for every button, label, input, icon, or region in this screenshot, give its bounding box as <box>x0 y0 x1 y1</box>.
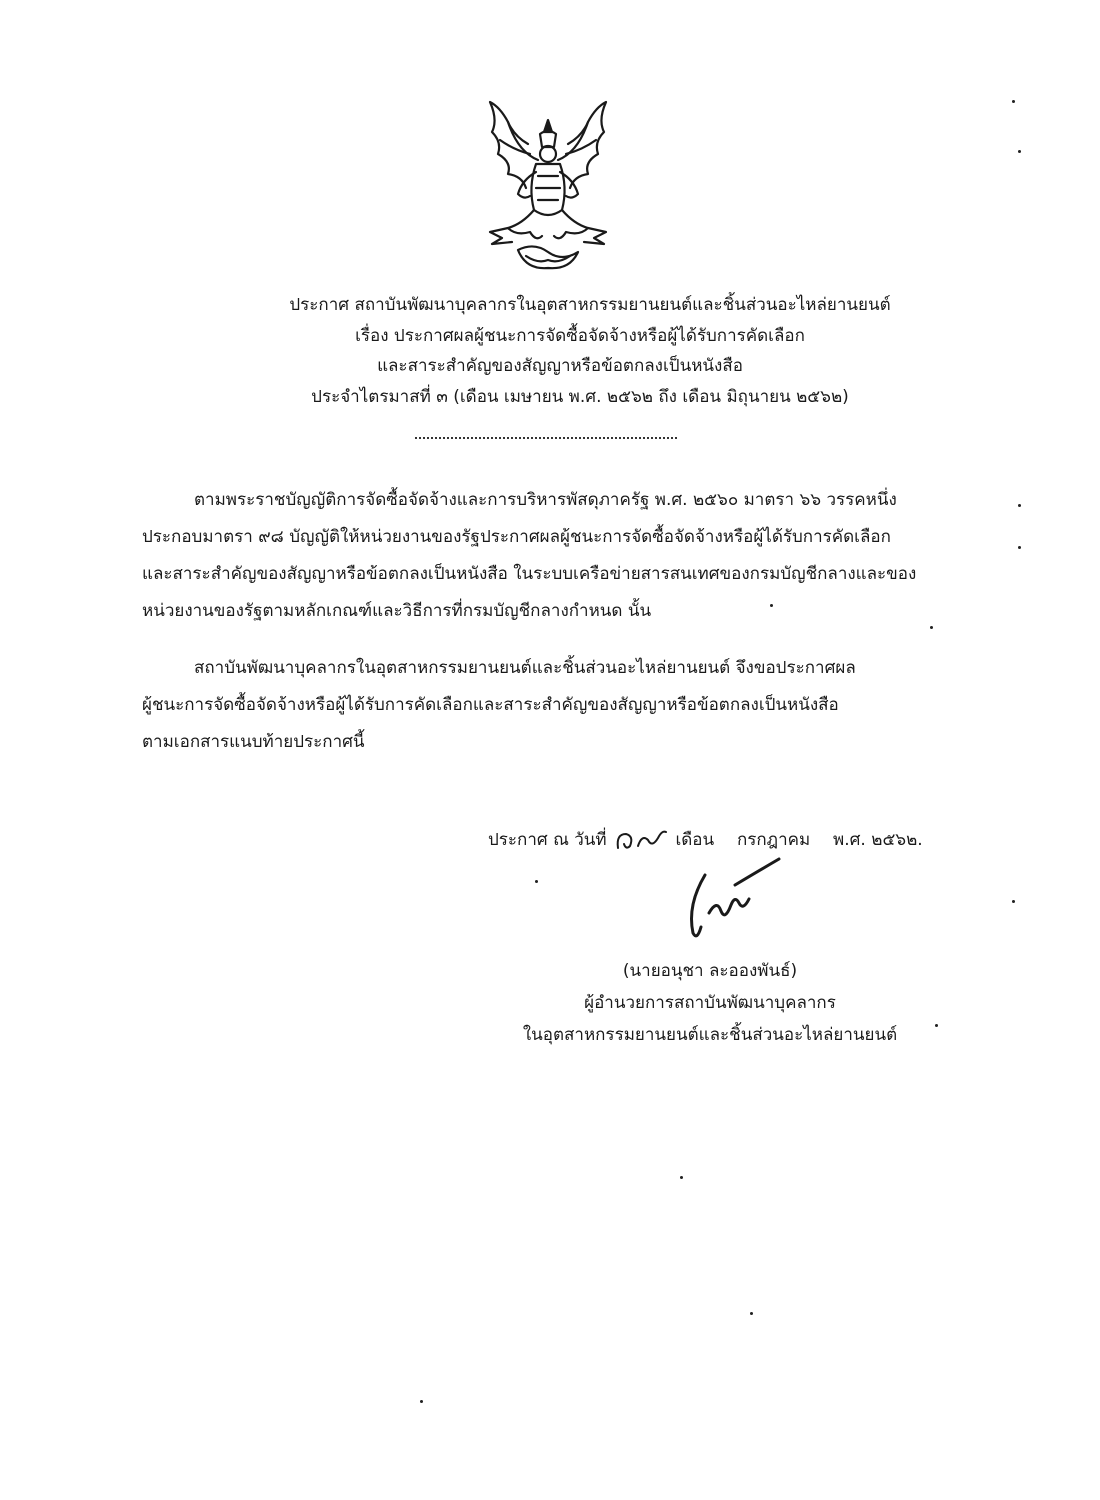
scan-speck <box>770 604 773 607</box>
paragraph-line: และสาระสำคัญของสัญญาหรือข้อตกลงเป็นหนังสือ ในระบบเครือข่ายสารสนเทศของกรมบัญชีกลางและของ <box>142 564 917 584</box>
scan-speck <box>1018 546 1021 549</box>
paragraph-line: ตามเอกสารแนบท้ายประกาศนี้ <box>142 732 365 752</box>
body-paragraph-1 <box>142 482 984 630</box>
header-period: ประจำไตรมาสที่ ๓ (เดือน เมษายน พ.ศ. ๒๕๖๒ ถึง เดือน มิถุนายน ๒๕๖๒) <box>311 386 849 407</box>
scan-speck <box>1018 150 1021 153</box>
signer-name: (นายอนุชา ละอองพันธ์) <box>622 961 798 981</box>
scan-speck <box>1012 100 1015 103</box>
scan-speck <box>930 626 933 629</box>
signer-title: ผู้อำนวยการสถาบันพัฒนาบุคลากร <box>584 993 836 1013</box>
scan-speck <box>680 1176 683 1179</box>
body-paragraph-2 <box>142 650 984 761</box>
date-month: กรกฎาคม <box>736 830 811 850</box>
signer-block <box>480 955 940 1051</box>
handwritten-day-icon <box>612 826 670 854</box>
paragraph-line: ผู้ชนะการจัดซื้อจัดจ้างหรือผู้ได้รับการคัดเลือกและสาระสำคัญของสัญญาหรือข้อตกลงเป็นหนังสือ <box>142 695 839 715</box>
header-subject-continued: และสาระสำคัญของสัญญาหรือข้อตกลงเป็นหนังสือ <box>377 356 743 376</box>
announcement-header <box>120 290 980 412</box>
header-title: ประกาศ สถาบันพัฒนาบุคลากรในอุตสาหกรรมยานยนต์และชิ้นส่วนอะไหล่ยานยนต์ <box>289 295 891 315</box>
paragraph-line: สถาบันพัฒนาบุคลากรในอุตสาหกรรมยานยนต์และชิ้นส่วนอะไหล่ยานยนต์ จึงขอประกาศผล <box>194 658 856 678</box>
announcement-date <box>488 826 923 854</box>
paragraph-line: ตามพระราชบัญญัติการจัดซื้อจัดจ้างและการบริหารพัสดุภาครัฐ พ.ศ. ๒๕๖๐ มาตรา ๖๖ วรรคหนึ่ง <box>194 490 897 510</box>
scan-speck <box>750 1312 753 1315</box>
paragraph-line: ประกอบมาตรา ๙๘ บัญญัติให้หน่วยงานของรัฐประกาศผลผู้ชนะการจัดซื้อจัดจ้างหรือผู้ได้รับการคัดเลือก <box>142 527 891 547</box>
header-subject: เรื่อง ประกาศผลผู้ชนะการจัดซื้อจัดจ้างหรือผู้ได้รับการคัดเลือก <box>355 325 805 346</box>
date-year: พ.ศ. ๒๕๖๒. <box>833 830 923 850</box>
garuda-emblem-icon <box>478 92 618 277</box>
date-month-label: เดือน <box>675 830 715 850</box>
handwritten-signature-icon <box>675 855 795 945</box>
date-prefix: ประกาศ ณ วันที่ <box>488 830 607 850</box>
header-divider <box>415 437 677 439</box>
signer-title-continued: ในอุตสาหกรรมยานยนต์และชิ้นส่วนอะไหล่ยานยนต์ <box>522 1025 898 1045</box>
scan-speck <box>535 880 538 883</box>
scan-speck <box>420 1400 423 1403</box>
scan-speck <box>1012 900 1015 903</box>
scan-speck <box>935 1024 938 1027</box>
paragraph-line: หน่วยงานของรัฐตามหลักเกณฑ์และวิธีการที่กรมบัญชีกลางกำหนด นั้น <box>142 601 652 621</box>
scan-speck <box>1018 504 1021 507</box>
